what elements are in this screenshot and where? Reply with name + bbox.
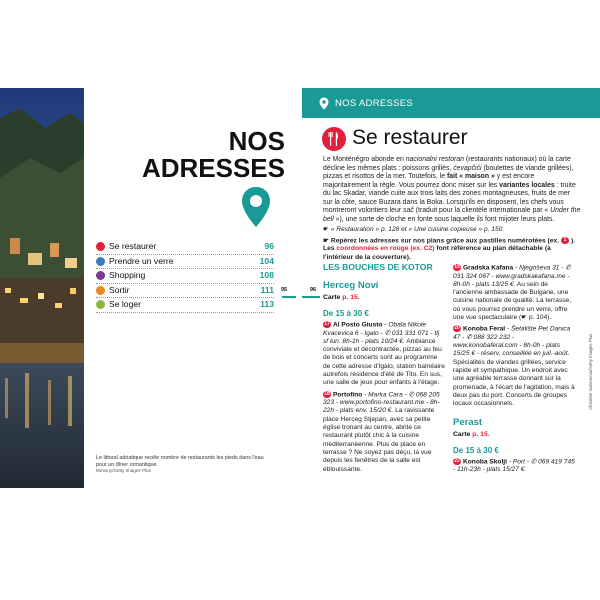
music-icon [96,286,105,295]
index-page: 96 [264,241,274,251]
header-title: NOS ADRESSES [335,98,414,109]
bed-icon [96,300,105,309]
intro-italic: nacionalni restoran [405,156,464,163]
map-pin-icon [319,97,329,110]
harbor-night-photo [0,88,84,488]
intro-paragraph [323,156,581,224]
photo-credit: Mminny/Getty Images Plus [96,468,151,474]
section-header-bar [300,88,600,118]
index-item-prendre-un-verre[interactable] [96,255,274,270]
index-item-se-loger[interactable] [96,298,274,313]
index-page: 111 [260,284,274,295]
index-label: Prendre un verre [109,255,174,266]
index-page: 108 [259,270,274,280]
number-badge: 1 [561,237,569,244]
restaurant-name: Al Posto Giusto [333,321,383,329]
intro-text: : truite du lac Skadar, viande cuite aux trois laits des zones montagneuses, fruits de mer sur la côte, sauce Buzara dans la Boka. Lorsqu'ils en disposent, les chefs vous montreront volontiers leur [323,181,576,214]
cross-reference-note [323,225,581,233]
carte-label: Carte [323,294,343,301]
number-badge: 20 [454,325,460,332]
restaurant-details: - Port - ✆ 069 419 745 - 11h-23h - plats 15/27 €. [453,457,575,474]
restaurant-description: La ravissante place Herceg Stjepan, avec sa petite église tronant au centre, abrite ce restaurant plutôt chic à la cuisine méditerranéenne. Plus de place en terrasse ? Ne soyez pas déçu, la vue depuis les fenêtres de la salle est éblouissante. [323,407,435,473]
index-label: Shopping [109,270,146,280]
bag-icon [96,271,105,280]
intro-text: (restaurants nationaux) où la carte décline les mêmes plats : poissons grillés, [323,156,571,172]
intro-text: »), une sorte de cloche en fonte sous laquelle ils font mijoter leurs plats. [333,215,555,223]
town-heading: Herceg Novi [323,280,379,291]
intro-italic: sač [403,207,414,214]
index-page: 104 [259,255,274,266]
photo-illustration [0,88,84,488]
intro-text: (boulettes de viande grillées), pizzas et risottos de la mer. Toutefois, le [323,164,574,180]
number-badge: 22 [454,457,460,464]
intro-bold: variantes locales [499,181,555,189]
title-line-1: NOS [228,126,285,156]
number-badge: 19 [454,264,460,270]
photo-caption [96,455,271,475]
tip-text: font référence au plan détachable (à l'intérieur de la couverture). [323,245,551,261]
glass-icon [96,257,105,266]
section-index [96,240,274,313]
pointing-hand-icon: ☛ [323,237,331,245]
restaurant-details: - Obala Nikole Kvacevica 6 - Igalo - ✆ 031 331 071 - tlj sf lun. 8h-1h - plats 10/24 €. [323,321,440,345]
price-range: De 15 à 30 € [323,309,369,318]
carte-page: p. 15. [342,294,360,301]
map-reference [453,431,575,438]
intro-italic: ćevapčići [453,164,482,172]
number-badge: 17 [324,321,330,327]
page-title [140,128,285,182]
index-page: 113 [260,299,274,309]
restaurant-details: - Njegoševa 31 - ✆ 031 324 067 - www.gradskakafana.me - 8h-0h - plats 13/25 €. [453,264,571,288]
column-right [453,264,575,474]
index-label: Sortir [109,284,130,295]
restaurant-description: Au sein de l'ancienne ambassade de Bulgarie, une cuisine nationale de qualité. La terrasse, où vous pourrez prendre un verre, offre une vue spectaculaire (☛ p. 104). [453,280,572,322]
restaurant-name: Portofino [333,390,363,398]
fork-knife-icon [322,127,346,151]
town-heading: Perast [453,416,483,428]
price-range: De 15 à 30 € [453,445,499,455]
map-tip [323,237,581,262]
restaurant-entry [453,264,575,322]
restaurant-entry [323,391,445,474]
restaurant-description: Spécialités de viandes grillées, service rapide et sympathique. Un endroit avec une agréable terrasse donnant sur la promenade, à l'écart de l'agitation, mais à deux pas du port. Concerts de groupes locaux occasionnels. [453,358,575,408]
number-badge: 18 [324,390,330,397]
restaurant-details: - Šetalište Pet Danica 47 - ✆ 088 322 232 - www.konobaferal.com - 8h-0h - plats 15/25 € - réserv. conseillée en juil.-août. [453,325,571,358]
carte-label: Carte [453,430,473,438]
tip-text: ). Les [323,237,576,253]
fork-knife-icon [96,242,105,251]
caption-text: Le littoral adriatique recèle nombre de restaurants les pieds dans l'eau pour un dîner romantique. [96,455,264,468]
index-item-shopping[interactable] [96,269,274,284]
folio-bar-right [302,296,320,298]
intro-text: y est encore majoritairement la règle. Vous pourrez donc miser sur les [323,173,535,189]
folio-bar-left [282,296,296,298]
index-label: Se restaurer [109,241,157,251]
pointing-hand-icon: ☛ [323,226,331,233]
header-divider [300,88,302,118]
tip-red-text: coordonnées en rouge (ex. C2) [336,245,435,253]
restaurant-name: Konoba Skolji [463,457,507,465]
carte-page: p. 15. [472,430,490,438]
intro-text: Le Monténégro abonde en [323,156,406,163]
intro-italic: Under the bell [323,207,581,223]
restaurant-description: Ambiance conviviale et décontractée, pizzas au feu de bois et concerts sont au programme de cette adresse d'Igalo, station balnéaire autrefois résidence d'été de Tito. En sus, une salle de jeux pour enfants à l'étage. [323,337,445,387]
title-line-2: ADRESSES [141,153,285,183]
restaurant-details: - Marka Cara - ✆ 068 205 323 - www.portofino-restaurant.me - 8h-22h - plats env. 15/20 €. [323,390,440,415]
restaurant-name: Gradska Kafana [463,264,514,272]
restaurant-entry [453,325,575,408]
restaurant-entry [323,321,445,388]
index-label: Se loger [109,299,142,309]
intro-bold: fait « maison » [446,173,495,180]
restaurant-name: Konoba Feral [463,325,506,333]
tip-text: Repérez les adresses sur nos plans grâce aux pastilles numérotées (ex. [330,237,561,245]
section-title: Se restaurer [352,126,468,149]
vertical-photo-credit: Christine Varsenova/Getty Images Plus [588,333,593,410]
column-left [323,262,445,474]
map-reference [323,294,445,301]
folio-right: 96 [310,287,317,293]
map-pin-icon [241,186,271,228]
note-text: « Restauration » p. 128 et « Une cuisine copieuse » p. 150. [330,226,505,233]
index-item-sortir[interactable] [96,284,274,299]
region-heading: LES BOUCHES DE KOTOR [323,262,433,272]
index-item-se-restaurer[interactable] [96,240,274,255]
restaurant-entry [453,458,575,475]
folio-left: 95 [281,287,288,293]
intro-text: (traduit pour la clientèle internationale par « [413,207,551,214]
